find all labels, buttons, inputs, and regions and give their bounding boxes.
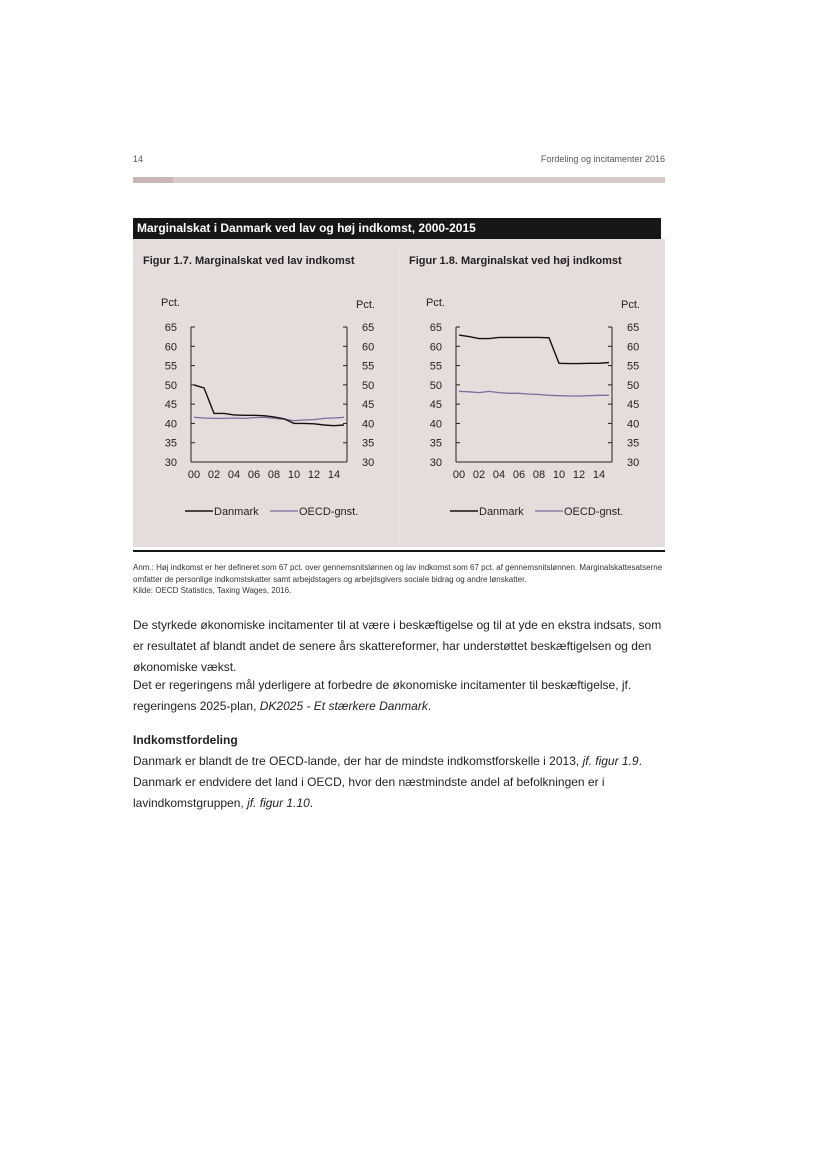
section-heading-indkomstfordeling: Indkomstfordeling [133,733,238,747]
x-tick-label: 14 [327,469,341,481]
y-tick-label-right: 60 [627,341,640,354]
x-tick-label: 12 [307,469,321,481]
x-tick-label: 04 [227,469,241,481]
y-axis-label-left: Pct. [426,297,445,309]
legend-label-danmark: Danmark [479,506,524,518]
y-tick-label-left: 35 [164,437,177,450]
y-tick-label-left: 60 [164,341,177,354]
y-tick-label-left: 65 [429,322,442,334]
series-line-oecd [459,391,609,396]
text-span: Danmark er blandt de tre OECD-lande, der har de mindste indkomstforskelle i 2013, [133,754,583,768]
page-number: 14 [133,154,144,164]
x-tick-label: 12 [572,469,586,481]
note-source: Kilde: OECD Statistics, Taxing Wages, 2016. [133,586,292,595]
figure-reference-1-9: jf. figur 1.9 [582,754,639,768]
paragraph-text [133,751,665,814]
x-tick-label: 04 [492,469,506,481]
y-tick-label-right: 65 [362,322,375,334]
y-tick-label-left: 40 [429,418,442,431]
x-tick-label: 00 [452,469,466,481]
y-tick-label-left: 30 [164,457,177,469]
y-tick-label-left: 45 [164,399,177,412]
y-axis-label-right: Pct. [356,299,375,311]
box-bottom-rule [133,550,665,552]
chart-high-income [398,290,663,530]
series-line-danmark [194,385,344,426]
paragraph-text [133,675,665,717]
figure-1-7-title: Figur 1.7. Marginalskat ved lav indkomst [143,255,355,267]
y-tick-label-right: 35 [627,437,640,450]
running-title: Fordeling og incitamenter 2016 [540,154,665,164]
y-tick-label-right: 45 [362,399,375,412]
y-tick-label-left: 55 [164,360,177,373]
header-rule [133,177,665,183]
text-span: . [309,796,314,810]
y-tick-label-left: 60 [429,341,442,354]
y-axis-label-right: Pct. [621,299,640,311]
y-tick-label-left: 40 [164,418,177,431]
x-tick-label: 02 [207,469,221,481]
y-tick-label-right: 55 [362,360,375,373]
y-tick-label-left: 50 [164,379,177,392]
legend-label-danmark: Danmark [214,506,259,518]
y-tick-label-right: 55 [627,360,640,373]
y-tick-label-right: 30 [362,457,375,469]
x-tick-label: 06 [247,469,261,481]
figure-1-8-title: Figur 1.8. Marginalskat ved høj indkomst [409,255,622,267]
header-rule-accent [133,177,173,183]
y-tick-label-right: 60 [362,341,375,354]
x-tick-label: 10 [287,469,301,481]
figure-reference-1-10: jf. figur 1.10 [247,796,310,810]
note-annotation: Anm.: Høj indkomst er her defineret som 67 pct. over gennemsnitslønnen og lav indkomst som 67 pct. af gennemsnitslønnen. Marginalskattesatserne omfatter de personlige indkomstskatter samt arbejdstagers og arbejdsgivers sociale bidrag og andre lønskatter. [133,563,663,584]
y-tick-label-right: 40 [627,418,640,431]
x-tick-label: 02 [472,469,486,481]
legend-label-oecd: OECD-gnst. [564,506,624,518]
y-tick-label-left: 30 [429,457,442,469]
x-tick-label: 06 [512,469,526,481]
y-tick-label-left: 35 [429,437,442,450]
plan-reference: DK2025 - Et stærkere Danmark [259,699,428,713]
x-tick-label: 08 [267,469,281,481]
x-tick-label: 10 [552,469,566,481]
paragraph-text: De styrkede økonomiske incitamenter til at være i beskæftigelse og til at yde en ekstra indsats, som er resultatet af blandt andet de senere års skattereformer, har understøttet beskæftigelsen og den økonomiske vækst. [133,618,662,674]
y-tick-label-right: 30 [627,457,640,469]
x-tick-label: 08 [532,469,546,481]
series-line-oecd [194,417,344,420]
box-title: Marginalskat i Danmark ved lav og høj indkomst, 2000-2015 [133,218,661,239]
text-span: . [427,699,432,713]
chart-low-income [133,290,398,530]
legend-label-oecd: OECD-gnst. [299,506,359,518]
y-tick-label-right: 50 [627,379,640,392]
y-tick-label-right: 40 [362,418,375,431]
text-span: Det er regeringens mål yderligere at forbedre de økonomiske incitamenter til beskæftigelse, jf. regeringens 2025-plan, [133,678,632,713]
series-line-danmark [459,335,609,364]
y-tick-label-right: 65 [627,322,640,334]
x-tick-label: 14 [592,469,606,481]
figure-note [133,562,665,597]
y-tick-label-left: 50 [429,379,442,392]
paragraph-incentives [133,615,665,678]
paragraph-income-distribution [133,751,665,814]
y-tick-label-left: 65 [164,322,177,334]
y-axis-label-left: Pct. [161,297,180,309]
y-tick-label-right: 50 [362,379,375,392]
x-tick-label: 00 [187,469,201,481]
y-tick-label-left: 55 [429,360,442,373]
y-tick-label-right: 35 [362,437,375,450]
y-tick-label-left: 45 [429,399,442,412]
text-span: . Danmark er endvidere det land i OECD, hvor den næstmindste andel af befolkningen er i lavindkomstgruppen, [133,754,642,810]
y-tick-label-right: 45 [627,399,640,412]
paragraph-government-goal [133,675,665,717]
